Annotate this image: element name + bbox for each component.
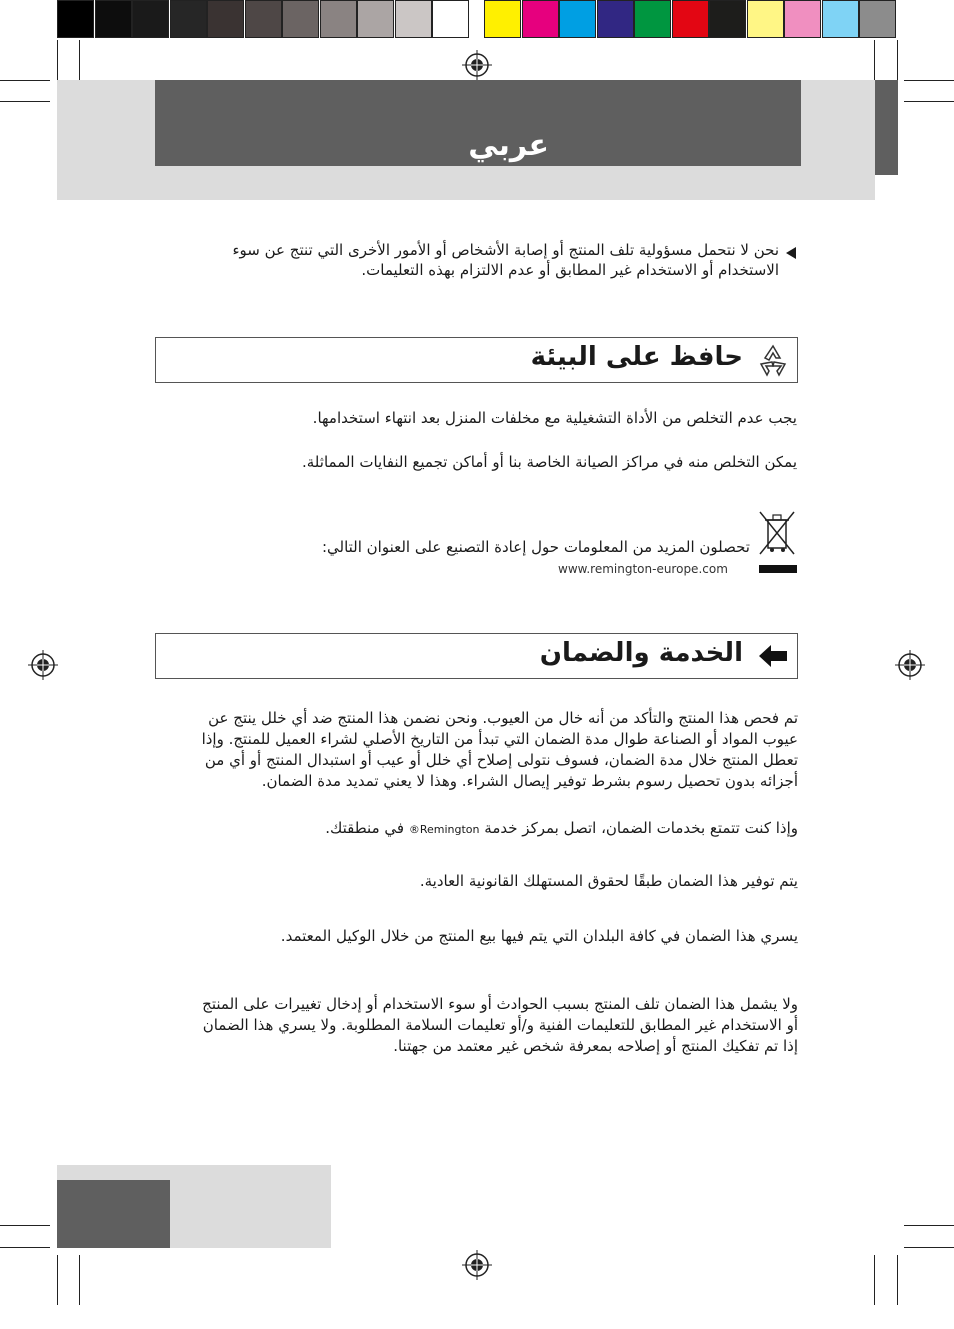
arrow-left-icon	[753, 636, 793, 676]
color-swatch	[320, 0, 357, 38]
color-swatch	[95, 0, 132, 38]
crop-mark	[904, 1247, 954, 1248]
crop-mark	[0, 1225, 50, 1226]
color-swatch	[132, 0, 169, 38]
crop-mark	[57, 40, 58, 80]
color-swatch	[859, 0, 896, 38]
color-swatch	[822, 0, 859, 38]
crop-mark	[897, 1255, 898, 1305]
color-swatch	[559, 0, 596, 38]
service-section-header	[155, 633, 798, 679]
service-paragraph-1: تم فحص هذا المنتج والتأكد من أنه خال من العيوب. ونحن نضمن هذا المنتج ضد أي خلل ينتج عن عيوب المواد أو الصناعة طوال مدة الضمان التي تبدأ من التاريخ الأصلي لشراء العميل للمنتج. وإذا تعطل المنتج خلال مدة الضمان، فسوف نتولى إصلاح أي خلل أو عيب أو استبدال المنتج أو أي من أجزائه بدون تحصيل رسوم بشرط توفير إيصال الشراء. وهذا لا يعني تمديد مدة الضمان.	[201, 709, 798, 790]
color-swatch	[784, 0, 821, 38]
crop-mark	[0, 101, 50, 102]
language-title: عربي	[468, 128, 549, 163]
service-paragraph-5: ولا يشمل هذا الضمان تلف المنتج بسبب الحوادث أو سوء الاستخدام أو إدخال تغييرات على المنتج أو الاستخدام غير المطابق للتعليمات الفنية و/أو تعليمات السلامة المطلوبة. ولا يسري هذا الضمان إذا تم تفكيك المنتج أو إصلاحه بمعرفة شخص غير معتمد من جهتنا.	[202, 995, 798, 1055]
registration-mark-icon	[462, 1250, 492, 1280]
color-swatch	[672, 0, 709, 38]
color-swatch	[357, 0, 394, 38]
website-link[interactable]: www.remington-europe.com	[558, 562, 728, 576]
page-number-tab	[57, 1180, 170, 1248]
environment-title: حافظ على البيئة	[530, 342, 743, 372]
service-title: الخدمة والضمان	[539, 638, 743, 668]
crop-mark	[79, 1255, 80, 1305]
recycle-icon	[753, 340, 793, 380]
bar-marker	[759, 565, 797, 573]
crop-mark	[0, 80, 50, 81]
crop-mark	[904, 101, 954, 102]
color-swatch	[709, 0, 746, 38]
color-swatch	[57, 0, 94, 38]
recycling-info-text: تحصلون المزيد من المعلومات حول إعادة التصنيع على العنوان التالي:	[321, 538, 750, 556]
color-swatch	[522, 0, 559, 38]
crop-mark	[874, 40, 875, 80]
crop-mark	[874, 1255, 875, 1305]
crop-mark	[897, 40, 898, 80]
page-side-tab	[875, 80, 898, 175]
color-swatch	[282, 0, 319, 38]
registration-mark-icon	[28, 650, 58, 680]
environment-paragraph-2: يمكن التخلص منه في مراكز الصيانة الخاصة بنا أو أماكن تجميع النفايات المماثلة.	[302, 453, 797, 471]
crop-mark	[0, 1247, 50, 1248]
crop-mark	[57, 1255, 58, 1305]
disclaimer-text: نحن لا نتحمل مسؤولية تلف المنتج أو إصابة الأشخاص أو الأمور الأخرى التي تنتج عن سوء الاستخدام أو الاستخدام غير المطابق أو عدم الالتزام بهذه التعليمات.	[232, 241, 779, 279]
registration-mark-icon	[462, 50, 492, 80]
color-swatch	[484, 0, 521, 38]
crop-mark	[904, 1225, 954, 1226]
brand-name: Remington®	[408, 823, 480, 836]
environment-paragraph-1: يجب عدم التخلص من الأداة التشغيلية مع مخلفات المنزل بعد انتهاء استخدامها.	[312, 409, 797, 427]
environment-section-header	[155, 337, 798, 383]
service-paragraph-4: يسري هذا الضمان في كافة البلدان التي يتم فيها بيع المنتج من خلال الوكيل المعتمد.	[280, 927, 798, 945]
color-swatch	[747, 0, 784, 38]
service-paragraph-3: يتم توفير هذا الضمان طبقًا لحقوق المستهلك القانونية العادية.	[419, 872, 798, 890]
crop-mark	[79, 40, 80, 80]
color-swatch	[432, 0, 469, 38]
color-swatch	[395, 0, 432, 38]
service-paragraph-2-before: وإذا كنت تتمتع بخدمات الضمان، اتصل بمركز خدمة	[484, 819, 798, 837]
service-paragraph-2-after: في منطقتك.	[325, 819, 405, 837]
crop-mark	[904, 80, 954, 81]
color-swatch	[170, 0, 207, 38]
color-swatch	[207, 0, 244, 38]
crossed-bin-icon	[756, 508, 798, 558]
color-swatch	[245, 0, 282, 38]
bullet-triangle-icon	[786, 247, 796, 259]
service-paragraph-2	[190, 818, 798, 840]
registration-mark-icon	[895, 650, 925, 680]
color-swatch	[597, 0, 634, 38]
color-swatch	[634, 0, 671, 38]
